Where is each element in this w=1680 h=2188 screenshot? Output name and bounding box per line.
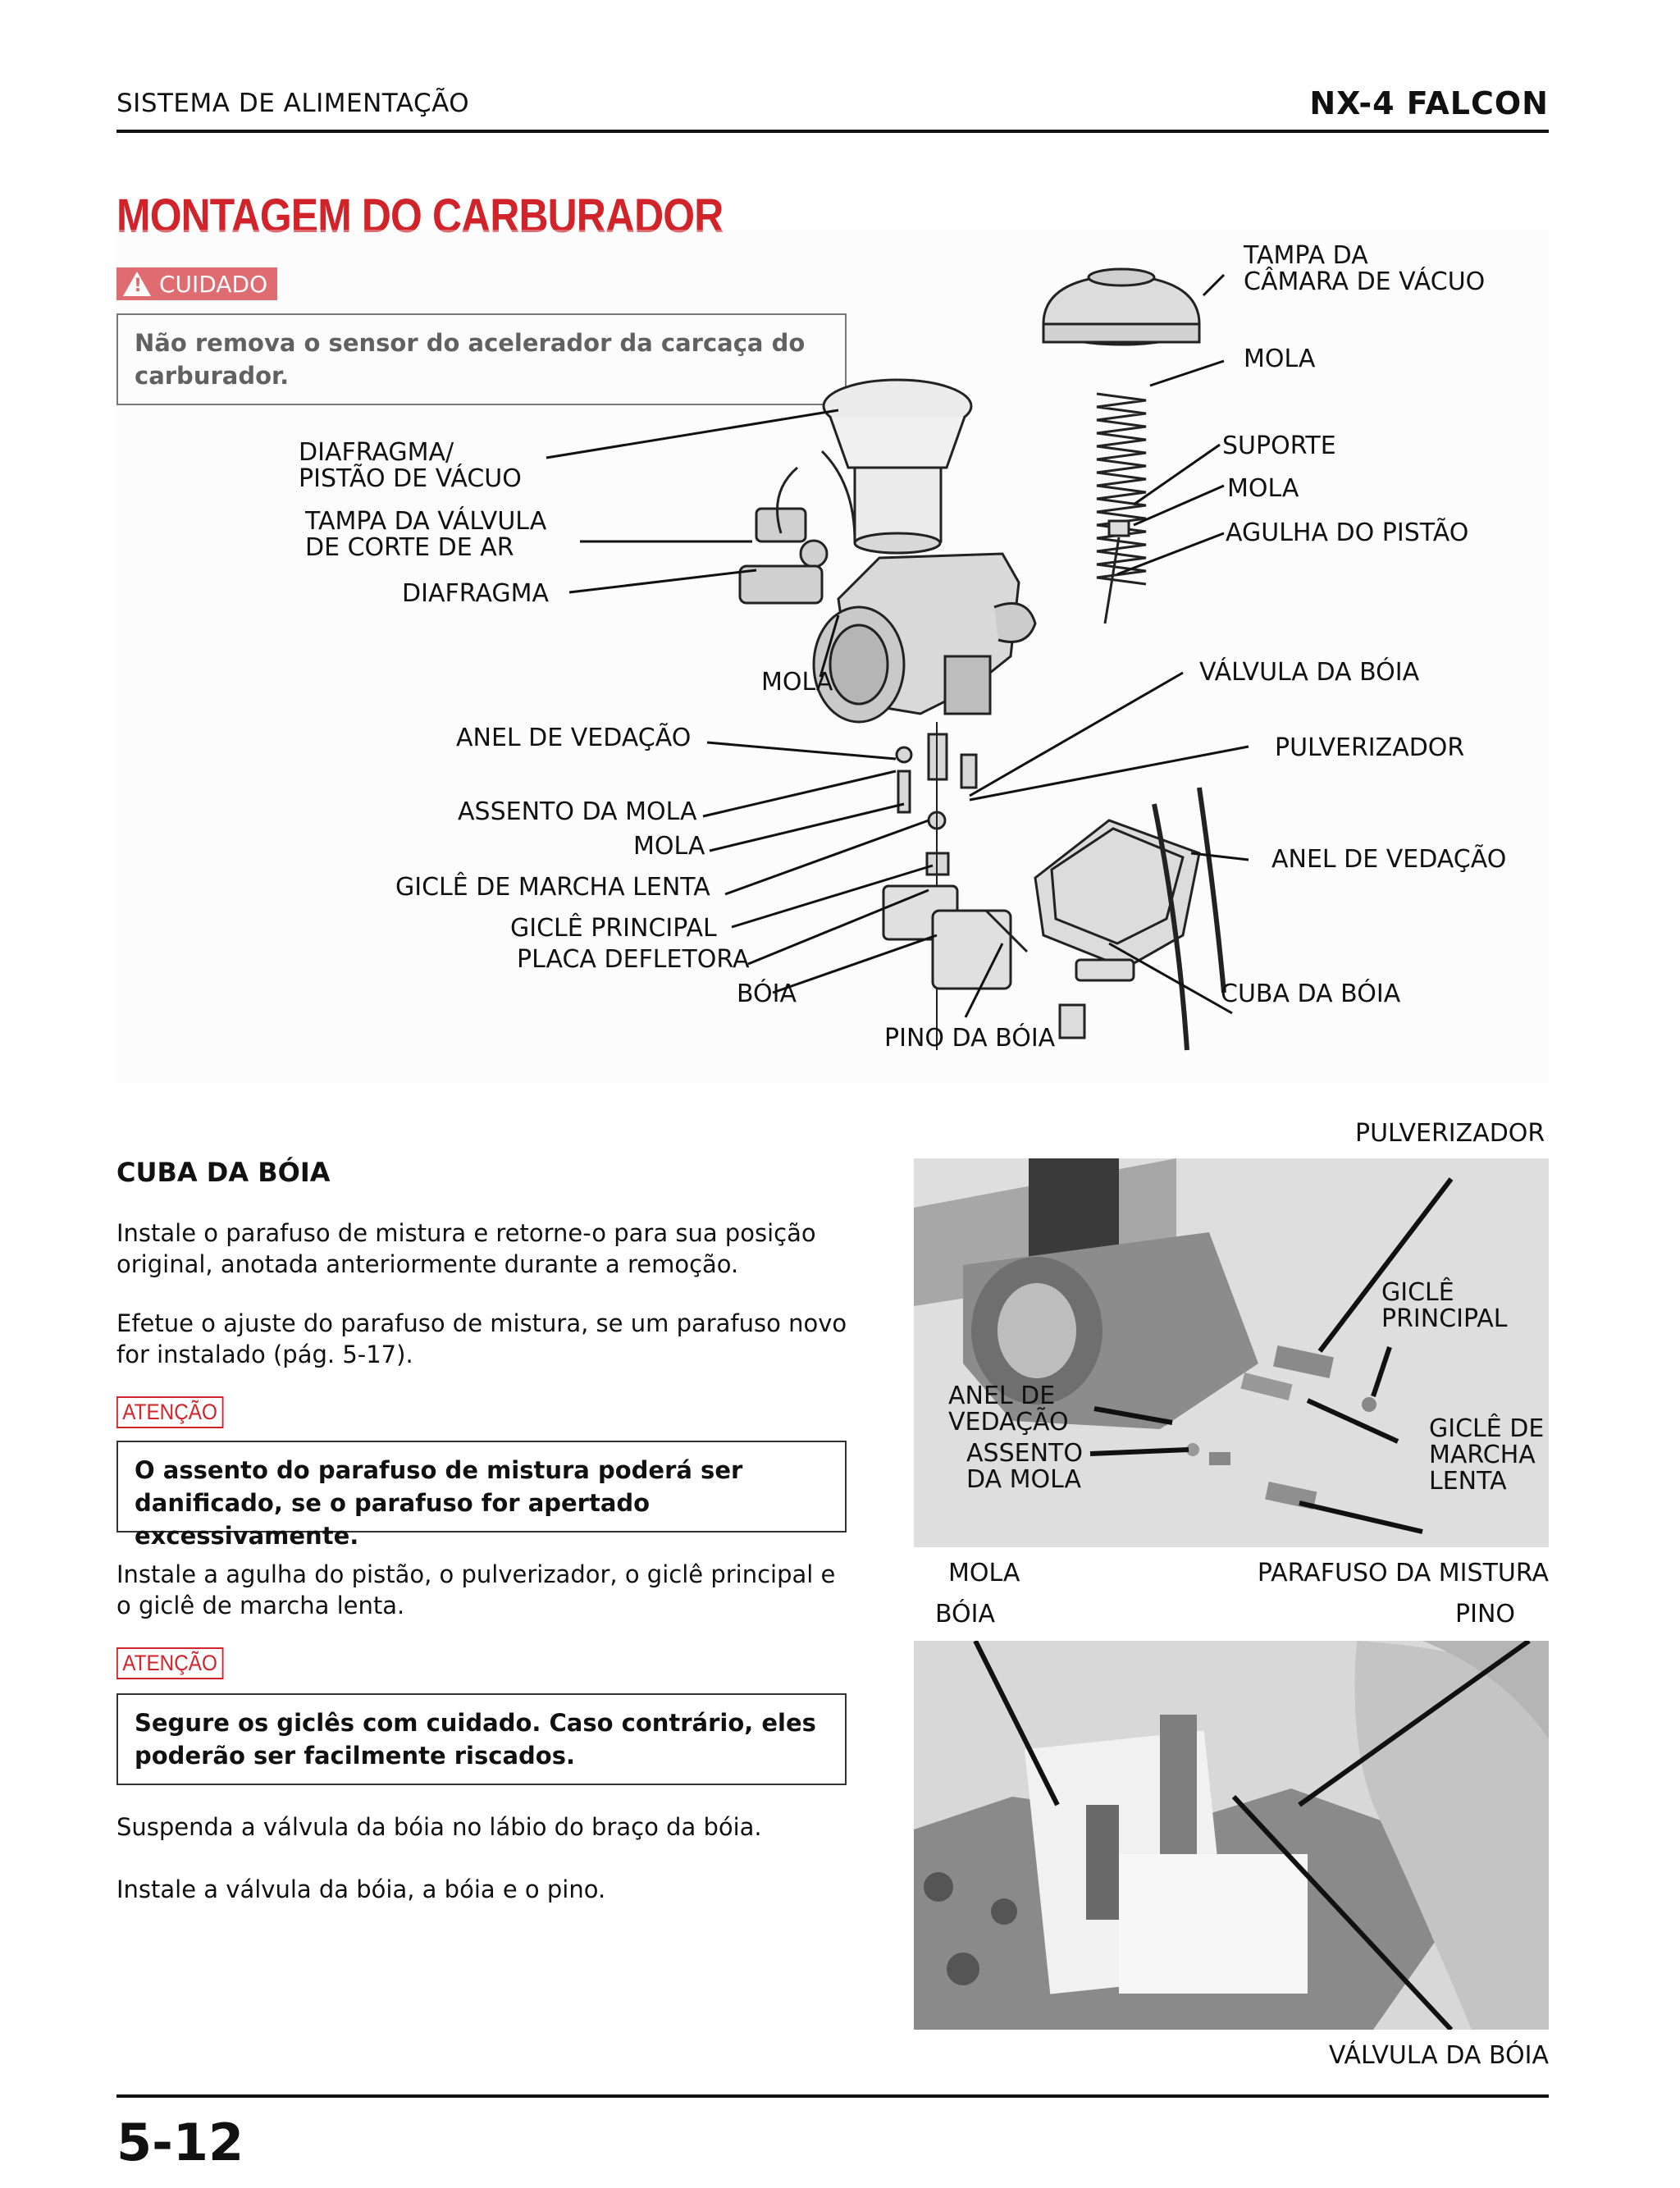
label-suporte: SUPORTE bbox=[1222, 432, 1336, 460]
carburetor-exploded-diagram bbox=[116, 230, 1549, 1083]
photo1-label-assento-mola: ASSENTO DA MOLA bbox=[966, 1439, 1083, 1494]
header-section: SISTEMA DE ALIMENTAÇÃO bbox=[116, 89, 470, 118]
header-model: NX-4 FALCON bbox=[1309, 85, 1549, 121]
label-placa-defletora: PLACA DEFLETORA bbox=[517, 945, 750, 974]
label-tampa-valvula: TAMPA DA VÁLVULA DE CORTE DE AR bbox=[305, 507, 547, 562]
label-gicle-marcha-lenta: GICLÊ DE MARCHA LENTA bbox=[395, 873, 710, 902]
label-boia: BÓIA bbox=[737, 980, 797, 1008]
label-agulha: AGULHA DO PISTÃO bbox=[1226, 518, 1469, 547]
paragraph-1: Instale o parafuso de mistura e retorne-o para sua posição original, anotada anteriormente durante a remoção. bbox=[116, 1219, 816, 1278]
label-mola-center: MOLA bbox=[761, 668, 833, 697]
label-cuba-boia: CUBA DA BÓIA bbox=[1221, 980, 1401, 1008]
photo1-label-gicle-marcha: GICLÊ DE MARCHA LENTA bbox=[1429, 1414, 1545, 1496]
label-diafragma-pistao: DIAFRAGMA/ PISTÃO DE VÁCUO bbox=[299, 438, 522, 493]
label-pulverizador: PULVERIZADOR bbox=[1275, 733, 1465, 762]
attention-box-1 bbox=[116, 1441, 847, 1550]
label-pino-boia: PINO DA BÓIA bbox=[884, 1024, 1056, 1053]
page-title: MONTAGEM DO CARBURADOR bbox=[116, 190, 724, 243]
section-title: CUBA DA BÓIA bbox=[116, 1157, 331, 1188]
caution-text: Não remova o sensor do acelerador da carcaça do carburador. bbox=[135, 329, 806, 390]
photo2-label-pino: PINO bbox=[1455, 1600, 1515, 1628]
photo-float-illustration bbox=[914, 1641, 1549, 2030]
label-mola-2: MOLA bbox=[1227, 474, 1299, 503]
label-mola-top: MOLA bbox=[1244, 345, 1316, 373]
photo1-label-mola: MOLA bbox=[948, 1559, 1020, 1587]
label-mola-left: MOLA bbox=[633, 832, 705, 861]
paragraph-2: Efetue o ajuste do parafuso de mistura, se um parafuso novo for instalado (pág. 5-17). bbox=[116, 1309, 847, 1368]
photo2-label-valvula: VÁLVULA DA BÓIA bbox=[1328, 2041, 1549, 2070]
photo1-label-gicle-principal: GICLÊ PRINCIPAL bbox=[1381, 1278, 1508, 1333]
photo1-label-pulverizador: PULVERIZADOR bbox=[1355, 1119, 1545, 1148]
paragraph-5: Instale a válvula da bóia, a bóia e o pino. bbox=[116, 1875, 606, 1903]
photo2-label-boia: BÓIA bbox=[935, 1600, 996, 1628]
attention-text-1: O assento do parafuso de mistura poderá ser danificado, se o parafuso for apertado excessivamente. bbox=[135, 1456, 743, 1550]
attention-text-2: Segure os giclês com cuidado. Caso contrário, eles poderão ser facilmente riscados. bbox=[135, 1709, 816, 1770]
attention-tag-1: ATENÇÃO bbox=[116, 1396, 223, 1428]
header-rule bbox=[116, 130, 1549, 133]
attention-tag-2: ATENÇÃO bbox=[116, 1647, 223, 1679]
label-anel-vedacao-right: ANEL DE VEDAÇÃO bbox=[1271, 845, 1507, 874]
label-gicle-principal: GICLÊ PRINCIPAL bbox=[510, 914, 717, 943]
paragraph-4: Suspenda a válvula da bóia no lábio do braço da bóia. bbox=[116, 1813, 762, 1841]
photo1-label-parafuso: PARAFUSO DA MISTURA bbox=[1257, 1559, 1549, 1587]
paragraph-3: Instale a agulha do pistão, o pulverizador, o giclê principal e o giclê de marcha lenta. bbox=[116, 1560, 836, 1619]
label-diafragma: DIAFRAGMA bbox=[402, 579, 550, 608]
label-assento-mola: ASSENTO DA MOLA bbox=[458, 797, 697, 826]
label-anel-vedacao-left: ANEL DE VEDAÇÃO bbox=[456, 724, 692, 752]
footer-rule bbox=[116, 2094, 1549, 2098]
photo-float-installation bbox=[914, 1641, 1549, 2030]
photo1-label-anel-vedacao: ANEL DE VEDAÇÃO bbox=[948, 1382, 1069, 1437]
page-number: 5-12 bbox=[116, 2113, 244, 2172]
caution-label: CUIDADO bbox=[159, 270, 268, 298]
label-tampa-camara: TAMPA DA CÂMARA DE VÁCUO bbox=[1244, 241, 1486, 296]
attention-box-2 bbox=[116, 1693, 847, 1785]
label-valvula-boia: VÁLVULA DA BÓIA bbox=[1199, 658, 1420, 687]
